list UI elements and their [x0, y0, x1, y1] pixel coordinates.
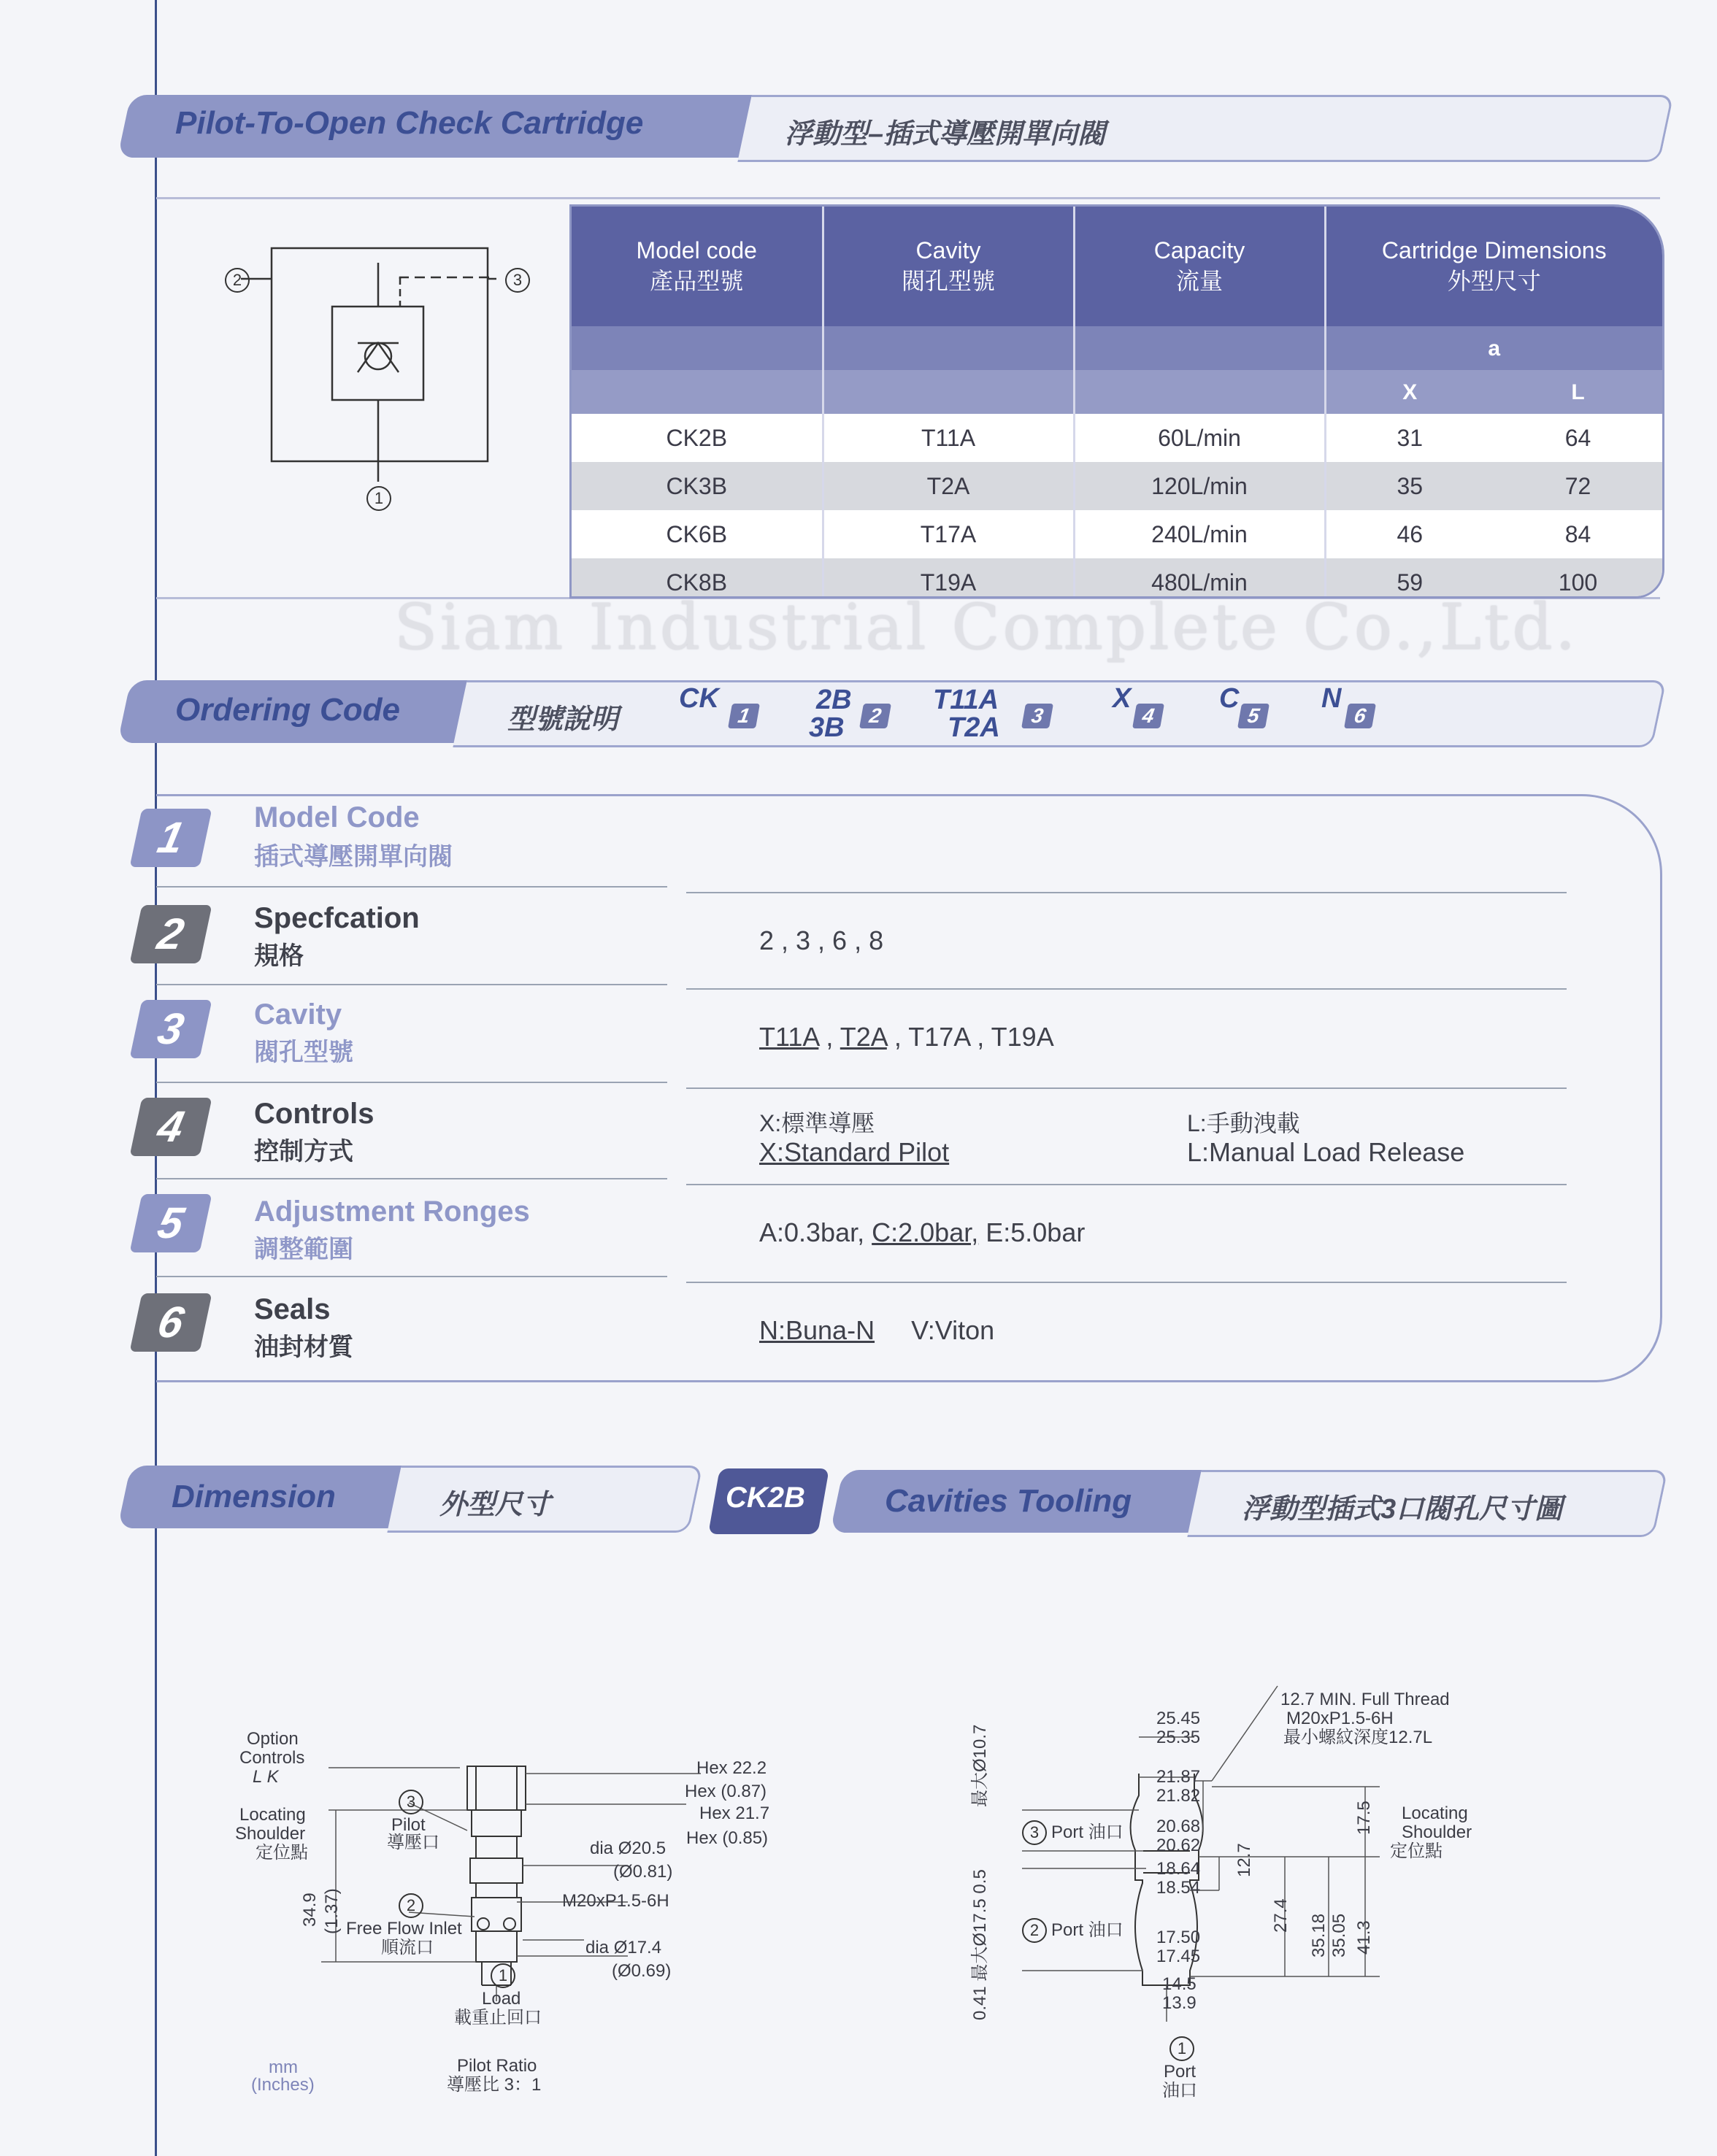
cartridge-drawing [219, 1737, 730, 2044]
ordering-badge-5: 5 [1237, 704, 1269, 728]
divider [156, 984, 667, 985]
free-flow-port-number: 2 [399, 1893, 423, 1918]
cavity-port-1-number: 1 [1169, 2036, 1194, 2061]
option-title-model-code: Model Code [254, 801, 420, 833]
divider [686, 988, 1567, 990]
hex2-label: Hex 21.7 [699, 1803, 770, 1823]
option-value-seals: N:Buna-N V:Viton [759, 1315, 995, 1345]
option-title-cn: 油封材質 [254, 1333, 353, 1361]
page-title-cn: 浮動型–插式導壓開單向閥 [785, 119, 1106, 150]
cavity-port-1-cn: 油口 [1162, 2081, 1197, 2101]
option-value-spec: 2 , 3 , 6 , 8 [759, 925, 884, 955]
dims-sub-a: a [1325, 326, 1662, 370]
shoulder-label: Shoulder [235, 1824, 306, 1844]
dim-17-50: 17.50 [1156, 1928, 1201, 1947]
pilot-label: Pilot [391, 1815, 426, 1835]
check-valve-symbol [219, 234, 540, 525]
dim-27-4-vertical: 27.4 [1271, 1898, 1291, 1933]
ordering-badge-3: 3 [1021, 704, 1053, 728]
dia1-label: dia Ø20.5 [590, 1839, 667, 1858]
thread-spec-label: M20xP1.5-6H [1286, 1709, 1394, 1728]
cavity-port-3-label: Port 油口 [1051, 1822, 1123, 1842]
cavity-port-3-number: 3 [1022, 1820, 1047, 1845]
dim-14-5: 14.5 [1162, 1974, 1196, 1994]
dim-35-18-vertical: 35.18 [1309, 1913, 1329, 1957]
dim-17-45: 17.45 [1156, 1947, 1201, 1966]
option-title-controls: Controls [254, 1098, 374, 1130]
ordering-badge-2: 2 [859, 704, 891, 728]
dim-20-62: 20.62 [1156, 1836, 1201, 1855]
dimension-title: Dimension [172, 1479, 336, 1514]
col-cavity-header: Cavity 閥孔型號 [823, 207, 1074, 326]
divider [156, 1276, 667, 1277]
locating-cn-label: 定位點 [256, 1843, 308, 1863]
option-controls-label: Option [247, 1729, 299, 1749]
option-value-l-cn: L:手動洩載 [1187, 1110, 1300, 1136]
cavity-port-2-label: Port 油口 [1051, 1920, 1123, 1940]
option-value-l-en: L:Manual Load Release [1187, 1137, 1465, 1167]
length-inch-label: (1.37) [322, 1888, 342, 1934]
pilot-cn-label: 導壓口 [387, 1833, 439, 1852]
unit-inch-label: (Inches) [251, 2075, 315, 2095]
dim-18-54: 18.54 [1156, 1878, 1201, 1898]
ordering-token-5: C [1219, 683, 1240, 714]
ordering-token-2a: 2B [816, 685, 852, 715]
ordering-badge-6: 6 [1344, 704, 1376, 728]
table-row: CK6B T17A 240L/min 46 84 [572, 510, 1662, 558]
option-value-x-cn: X:標準導壓 [759, 1110, 875, 1136]
divider [156, 886, 667, 888]
pilot-port-number: 3 [399, 1790, 423, 1814]
option-title-cn: 控制方式 [254, 1138, 353, 1166]
option-controls-label2: Controls [239, 1748, 305, 1768]
option-title-cn: 閥孔型號 [254, 1039, 353, 1066]
lk-label: L K [253, 1767, 279, 1787]
option-title-cn: 調整範圍 [254, 1236, 353, 1263]
table-row: CK3B T2A 120L/min 35 72 [572, 462, 1662, 510]
pilot-ratio-cn-label: 導壓比 3：1 [447, 2075, 542, 2095]
cavity-port-1-label: Port [1164, 2062, 1196, 2082]
divider [686, 1087, 1567, 1089]
option-number-2: 2 [129, 905, 212, 963]
option-number-3: 3 [129, 1000, 212, 1058]
max-dia-10-7: 最大Ø10.7 [970, 1724, 990, 1807]
dim-17-5-vertical: 17.5 [1354, 1801, 1374, 1835]
load-port-number: 1 [491, 1963, 515, 1988]
spec-table-box [569, 204, 1664, 598]
free-flow-label: Free Flow Inlet [346, 1919, 462, 1939]
unit-mm-label: mm [269, 2057, 298, 2077]
model-tag-label: CK2B [726, 1482, 805, 1514]
ordering-token-4: X [1113, 683, 1132, 714]
ordering-token-3a: T11A [933, 685, 999, 715]
option-value-ranges: A:0.3bar, C:2.0bar, E:5.0bar [759, 1217, 1086, 1247]
dia2-label: dia Ø17.4 [585, 1938, 662, 1957]
divider [686, 1282, 1567, 1283]
thread-depth-label: 最小螺紋深度12.7L [1283, 1728, 1433, 1747]
ordering-badge-4: 4 [1132, 704, 1164, 728]
dia2-inch-label: (Ø0.69) [612, 1961, 672, 1981]
symbol-port-2: 2 [225, 268, 250, 293]
option-title-cavity: Cavity [254, 998, 342, 1031]
table-row: CK2B T11A 60L/min 31 64 [572, 414, 1662, 462]
option-value-x-en: X:Standard Pilot [759, 1137, 950, 1167]
option-title-cn: 規格 [254, 942, 304, 970]
cavity-locating-cn-label: 定位點 [1390, 1841, 1443, 1861]
full-thread-label: 12.7 MIN. Full Thread [1280, 1690, 1450, 1709]
col-capacity-header: Capacity 流量 [1074, 207, 1325, 326]
length-mm-label: 34.9 [300, 1893, 320, 1927]
dims-l-header: L [1494, 370, 1662, 414]
divider [156, 1178, 667, 1179]
cavity-port-2-number: 2 [1022, 1918, 1047, 1943]
dim-41-3-vertical: 41.3 [1354, 1920, 1374, 1955]
option-value-cavity: T11A , T2A , T17A , T19A [759, 1022, 1054, 1052]
option-number-6: 6 [129, 1293, 212, 1352]
dim-13-9: 13.9 [1162, 1993, 1196, 2013]
dia1-inch-label: (Ø0.81) [613, 1862, 673, 1882]
dimension-title-cn: 外型尺寸 [439, 1490, 551, 1520]
max-dia-17-5: 0.41 最大Ø17.5 0.5 [970, 1869, 990, 2020]
watermark: Siam Industrial Complete Co.,Ltd. [394, 591, 1578, 664]
option-number-4: 4 [129, 1098, 212, 1156]
dim-21-87: 21.87 [1156, 1767, 1201, 1787]
dim-25-35: 25.35 [1156, 1728, 1201, 1747]
option-number-5: 5 [129, 1194, 212, 1252]
header-banner [124, 95, 1672, 158]
ordering-title-cn: 型號說明 [507, 704, 619, 735]
load-label: Load [482, 1989, 521, 2009]
symbol-port-1: 1 [366, 486, 391, 511]
dim-25-45: 25.45 [1156, 1709, 1201, 1728]
dim-12-7-vertical: 12.7 [1234, 1843, 1254, 1877]
cavity-title-cn: 浮動型插式3口閥孔尺寸圖 [1242, 1494, 1563, 1525]
ordering-token-1: CK [679, 683, 719, 714]
option-number-1: 1 [129, 809, 212, 867]
ordering-banner [124, 680, 1664, 743]
dim-20-68: 20.68 [1156, 1817, 1201, 1836]
ordering-token-2b: 3B [809, 712, 845, 743]
ordering-token-3b: T2A [948, 712, 1000, 743]
divider [686, 1184, 1567, 1185]
hex1-inch-label: Hex (0.87) [685, 1782, 767, 1801]
pilot-ratio-label: Pilot Ratio [457, 2056, 537, 2076]
dimension-banner [124, 1466, 701, 1528]
col-dims-header: Cartridge Dimensions 外型尺寸 [1325, 207, 1662, 326]
col-model-header: Model code 產品型號 [572, 207, 823, 326]
load-cn-label: 載重止回口 [454, 2008, 542, 2028]
thread-label: M20xP1.5-6H [562, 1891, 669, 1911]
cavity-title: Cavities Tooling [885, 1483, 1132, 1519]
dim-21-82: 21.82 [1156, 1786, 1201, 1806]
spec-table [572, 207, 1662, 598]
dim-35-05-vertical: 35.05 [1329, 1913, 1349, 1957]
hex2-inch-label: Hex (0.85) [686, 1828, 769, 1848]
ordering-badge-1: 1 [728, 704, 760, 728]
ordering-token-6: N [1321, 683, 1342, 714]
dim-18-64: 18.64 [1156, 1859, 1201, 1879]
symbol-port-3: 3 [505, 268, 530, 293]
locating-label: Locating [239, 1805, 306, 1825]
option-title-specification: Specfcation [254, 902, 420, 934]
divider [686, 892, 1567, 893]
ordering-title: Ordering Code [175, 692, 401, 728]
dims-x-header: X [1325, 370, 1494, 414]
page-title: Pilot-To-Open Check Cartridge [175, 105, 644, 141]
free-flow-cn-label: 順流口 [381, 1938, 434, 1957]
table-row: CK8B T19A 480L/min 59 100 [572, 558, 1662, 598]
option-title-seals: Seals [254, 1293, 331, 1325]
hex1-label: Hex 22.2 [696, 1758, 767, 1778]
cavity-shoulder-label: Shoulder [1402, 1822, 1472, 1842]
option-title-cn: 插式導壓開單向閥 [254, 843, 453, 871]
cavity-locating-label: Locating [1402, 1803, 1468, 1823]
divider [156, 1082, 667, 1083]
cavity-banner [837, 1470, 1666, 1533]
option-title-adjustment: Adjustment Ronges [254, 1196, 530, 1228]
